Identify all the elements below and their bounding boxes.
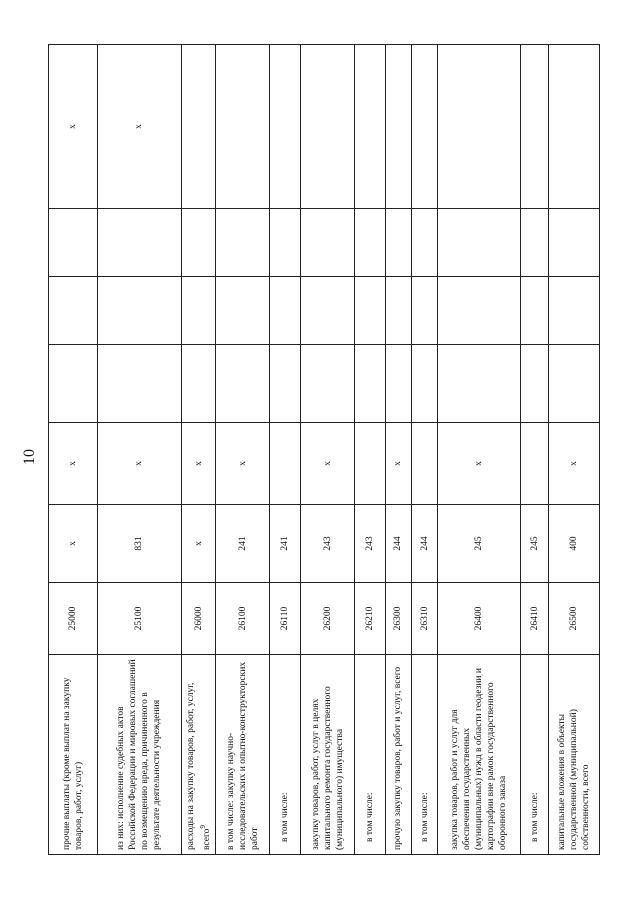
table-row [49, 45, 98, 855]
row-col7-cell [521, 209, 549, 277]
row-col6-cell [355, 277, 385, 345]
row-name-cell: закупка товаров, работ и услуг для обеспечения государственных (муниципальных) нужд в области геодезии и картографии вне рамок государственного оборонного заказа [438, 655, 521, 855]
budget-table [48, 44, 600, 855]
row-col5-cell [270, 345, 300, 423]
row-code-cell: 25100 [97, 583, 182, 655]
row-col7-cell [270, 209, 300, 277]
row-col4-cell: х [49, 423, 98, 505]
row-col5-cell [215, 345, 270, 423]
row-col6-cell [438, 277, 521, 345]
row-col6-cell [215, 277, 270, 345]
row-col4-cell [270, 423, 300, 505]
row-col5-cell [182, 345, 216, 423]
row-col7-cell [49, 209, 98, 277]
row-col7-cell [549, 209, 600, 277]
row-code-cell: 25000 [49, 583, 98, 655]
row-col5-cell [97, 345, 182, 423]
table-row [97, 45, 182, 855]
row-col7-cell [300, 209, 355, 277]
row-col5-cell [521, 345, 549, 423]
row-kbk-cell: 241 [215, 505, 270, 583]
row-name-cell: в том числе: [411, 655, 437, 855]
row-code-cell: 26500 [549, 583, 600, 655]
row-col8-cell [215, 45, 270, 209]
row-kbk-cell: 400 [549, 505, 600, 583]
row-col8-cell: х [97, 45, 182, 209]
row-col6-cell [300, 277, 355, 345]
row-name-cell: в том числе: [355, 655, 385, 855]
table-row [215, 45, 270, 855]
row-col8-cell [182, 45, 216, 209]
row-code-cell: 26400 [438, 583, 521, 655]
row-code-cell: 26410 [521, 583, 549, 655]
table-row [355, 45, 385, 855]
row-name-cell: закупку товаров, работ, услуг в целях капитального ремонта государственного (муниципального) имущества [300, 655, 355, 855]
row-kbk-cell: х [49, 505, 98, 583]
row-col5-cell [300, 345, 355, 423]
row-name-cell: прочую закупку товаров, работ и услуг, всего [385, 655, 411, 855]
row-col5-cell [385, 345, 411, 423]
row-col6-cell [549, 277, 600, 345]
row-name-cell: в том числе: [521, 655, 549, 855]
row-col6-cell [385, 277, 411, 345]
row-kbk-cell: 245 [521, 505, 549, 583]
row-kbk-cell: х [182, 505, 216, 583]
row-code-cell: 26200 [300, 583, 355, 655]
table-row [438, 45, 521, 855]
row-col7-cell [385, 209, 411, 277]
row-kbk-cell: 243 [355, 505, 385, 583]
row-code-cell: 26100 [215, 583, 270, 655]
row-name-cell: из них: исполнение судебных актов Российской Федерации и мировых соглашений по возмещению вреда, причиненного в результате деятельности учреждения [97, 655, 182, 855]
row-col7-cell [355, 209, 385, 277]
row-col8-cell [300, 45, 355, 209]
row-name-text: расходы на закупку товаров, работ, услуг, всего [185, 682, 212, 850]
row-col6-cell [270, 277, 300, 345]
row-code-cell: 26210 [355, 583, 385, 655]
row-col8-cell [411, 45, 437, 209]
row-code-cell: 26300 [385, 583, 411, 655]
row-col6-cell [411, 277, 437, 345]
row-col7-cell [215, 209, 270, 277]
row-name-cell: капитальные вложения в объекты государственной (муниципальной) собственности, всего [549, 655, 600, 855]
row-col4-cell: х [182, 423, 216, 505]
row-col4-cell [355, 423, 385, 505]
row-col4-cell: х [438, 423, 521, 505]
row-col4-cell: х [97, 423, 182, 505]
row-col7-cell [411, 209, 437, 277]
row-col6-cell [521, 277, 549, 345]
row-kbk-cell: 244 [385, 505, 411, 583]
row-code-cell: 26000 [182, 583, 216, 655]
table-container [48, 45, 600, 855]
row-col7-cell [438, 209, 521, 277]
row-col4-cell: х [215, 423, 270, 505]
row-col6-cell [97, 277, 182, 345]
row-col6-cell [49, 277, 98, 345]
row-col7-cell [182, 209, 216, 277]
row-col5-cell [438, 345, 521, 423]
row-col8-cell [549, 45, 600, 209]
row-col4-cell: х [549, 423, 600, 505]
row-col4-cell: х [385, 423, 411, 505]
table-row [270, 45, 300, 855]
row-col7-cell [97, 209, 182, 277]
row-kbk-cell: 241 [270, 505, 300, 583]
row-col8-cell: х [49, 45, 98, 209]
row-col8-cell [270, 45, 300, 209]
table-row [411, 45, 437, 855]
row-name-cell: прочие выплаты (кроме выплат на закупку товаров, работ, услуг) [49, 655, 98, 855]
table-row [549, 45, 600, 855]
row-name-cell [182, 655, 216, 855]
row-code-cell: 26310 [411, 583, 437, 655]
row-col4-cell: х [300, 423, 355, 505]
row-col8-cell [355, 45, 385, 209]
table-row [385, 45, 411, 855]
row-col8-cell [438, 45, 521, 209]
table-row [300, 45, 355, 855]
row-code-cell: 26110 [270, 583, 300, 655]
row-col8-cell [521, 45, 549, 209]
row-col4-cell [521, 423, 549, 505]
row-col8-cell [385, 45, 411, 209]
row-col5-cell [411, 345, 437, 423]
row-name-cell: в том числе: [270, 655, 300, 855]
row-kbk-cell: 245 [438, 505, 521, 583]
row-kbk-cell: 243 [300, 505, 355, 583]
row-kbk-cell: 831 [97, 505, 182, 583]
row-col5-cell [49, 345, 98, 423]
footnote-mark: 9 [198, 825, 207, 829]
row-col5-cell [355, 345, 385, 423]
row-name-cell: в том числе: закупку научно-исследовательских и опытно-конструкторских работ [215, 655, 270, 855]
row-col4-cell [411, 423, 437, 505]
table-row [521, 45, 549, 855]
row-col6-cell [182, 277, 216, 345]
table-row [182, 45, 216, 855]
page-number: 10 [21, 449, 38, 465]
row-kbk-cell: 244 [411, 505, 437, 583]
table-body [49, 45, 600, 855]
row-col5-cell [549, 345, 600, 423]
